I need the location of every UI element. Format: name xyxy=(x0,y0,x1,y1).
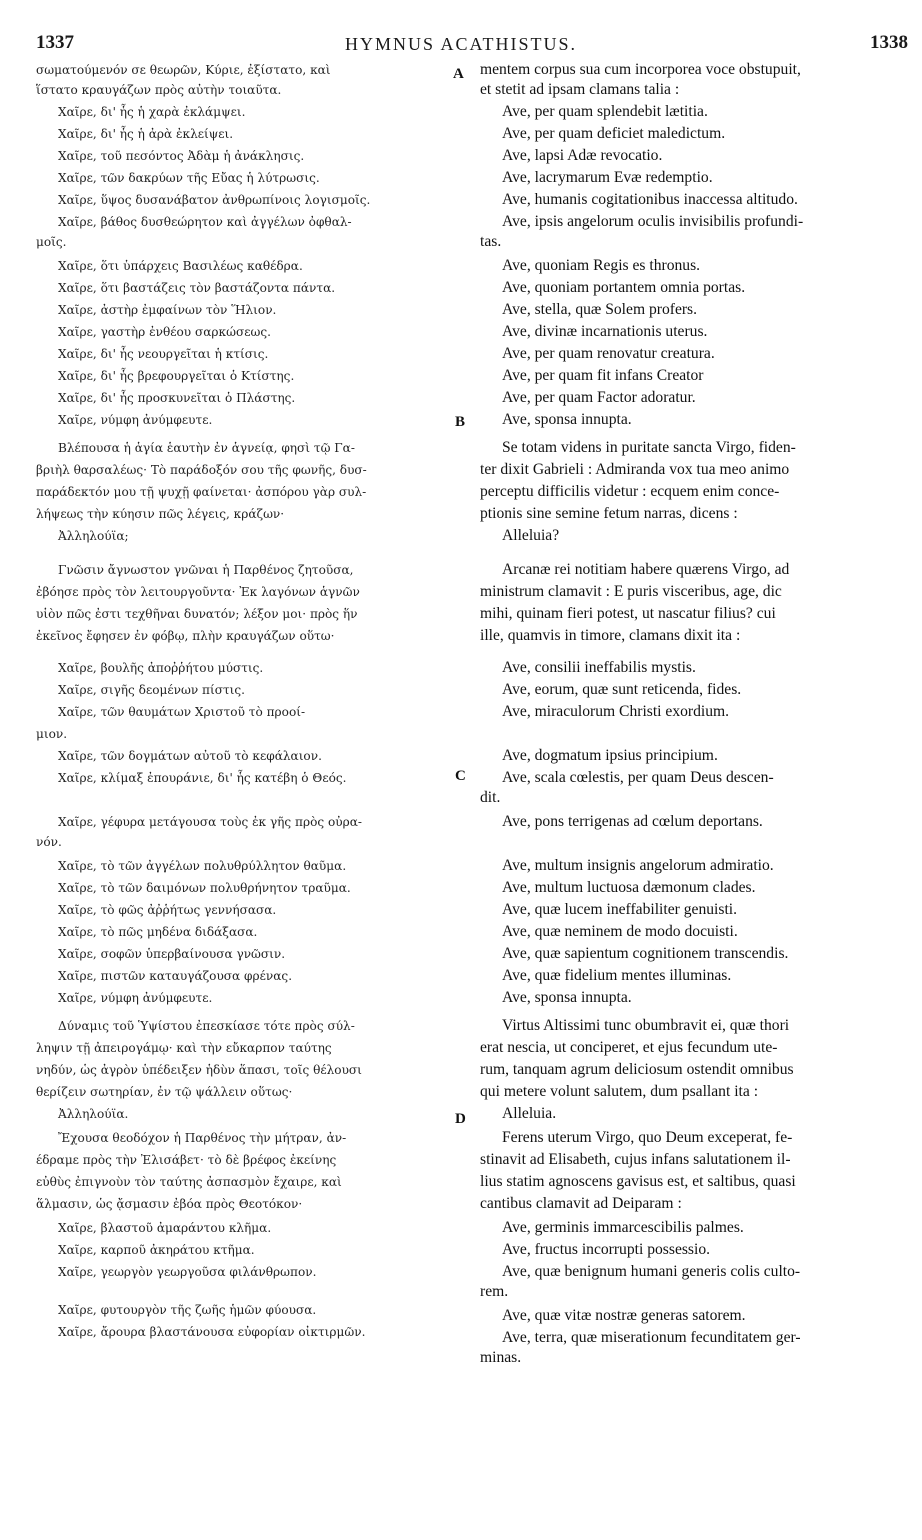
latin-text-line: Ave, quæ sapientum cognitionem transcendis. xyxy=(502,945,789,962)
latin-text-line: rum, tanquam agrum deliciosum ostendit omnibus xyxy=(480,1061,794,1078)
greek-text-line: Χαῖρε, τῶν δακρύων τῆς Εὔας ἡ λύτρωσις. xyxy=(58,171,320,185)
latin-text-line: Ave, per quam Factor adoratur. xyxy=(502,389,696,406)
greek-text-line: Χαῖρε, δι' ἧς ἡ ἀρὰ ἐκλείψει. xyxy=(58,127,234,141)
greek-text-line: Χαῖρε, τὸ πῶς μηδένα διδάξασα. xyxy=(58,925,258,939)
latin-text-line: Ave, consilii ineffabilis mystis. xyxy=(502,659,696,676)
latin-text-line: stinavit ad Elisabeth, cujus infans salutationem il- xyxy=(480,1151,791,1168)
latin-text-line: Ave, terra, quæ miserationum fecunditatem ger- xyxy=(502,1329,801,1346)
greek-text-line: Ἀλληλούϊα. xyxy=(58,1107,129,1121)
greek-text-line: νηδύν, ὡς ἀγρὸν ὑπέδειξεν ἡδὺν ἅπασι, τοῖς θέλουσι xyxy=(36,1063,362,1077)
page-header xyxy=(0,32,922,62)
latin-text-line: Alleluia. xyxy=(502,1105,557,1122)
latin-text-line: qui metere volunt salutem, dum psallant ita : xyxy=(480,1083,759,1100)
running-title: HYMNUS ACATHISTUS. xyxy=(344,34,578,54)
latin-text-line: Ave, quoniam Regis es thronus. xyxy=(502,257,701,274)
latin-text-line: Alleluia? xyxy=(502,527,560,544)
greek-text-line: μιον. xyxy=(36,727,68,741)
latin-text-line: Ave, multum insignis angelorum admiratio. xyxy=(502,857,774,874)
latin-text-line: Ave, pons terrigenas ad cœlum deportans. xyxy=(502,813,763,830)
latin-text-line: Ave, miraculorum Christi exordium. xyxy=(502,703,730,720)
greek-text-line: νόν. xyxy=(36,835,62,849)
latin-text-line: Ave, scala cœlestis, per quam Deus descen- xyxy=(502,769,774,786)
greek-text-line: Χαῖρε, φυτουργὸν τῆς ζωῆς ἡμῶν φύουσα. xyxy=(58,1303,317,1317)
margin-letter-a: A xyxy=(453,66,464,82)
margin-letter-b: B xyxy=(455,414,466,430)
page-number-right: 1338 xyxy=(870,32,908,53)
latin-text-line: Ave, quæ vitæ nostræ generas satorem. xyxy=(502,1307,746,1324)
greek-text-line: υἱὸν πῶς ἐστι τεχθῆναι δυνατόν; λέξον μοι· πρὸς ἥν xyxy=(36,607,358,621)
latin-text-line: Ave, quæ benignum humani generis colis culto- xyxy=(502,1263,801,1280)
latin-text-line: mihi, quinam fieri potest, ut nascatur filius? cui xyxy=(480,605,776,622)
latin-text-line: Ave, lapsi Adæ revocatio. xyxy=(502,147,663,164)
latin-text-line: ptionis sine semine fetum narras, dicens : xyxy=(480,505,738,522)
greek-text-line: Χαῖρε, βλαστοῦ ἀμαράντου κλῆμα. xyxy=(58,1221,272,1235)
latin-text-line: perceptu difficilis videtur : ecquem enim conce- xyxy=(480,483,780,500)
latin-text-line: Ferens uterum Virgo, quo Deum exceperat, fe- xyxy=(502,1129,793,1146)
greek-text-line: Χαῖρε, δι' ἧς ἡ χαρὰ ἐκλάμψει. xyxy=(58,105,246,119)
greek-text-line: Χαῖρε, δι' ἧς νεουργεῖται ἡ κτίσις. xyxy=(58,347,269,361)
greek-text-line: Χαῖρε, δι' ἧς βρεφουργεῖται ὁ Κτίστης. xyxy=(58,369,295,383)
latin-text-line: Ave, per quam deficiet maledictum. xyxy=(502,125,726,142)
latin-text-line: Ave, sponsa innupta. xyxy=(502,411,632,428)
greek-text-line: Χαῖρε, ὅτι ὑπάρχεις Βασιλέως καθέδρα. xyxy=(58,259,303,273)
greek-text-line: Χαῖρε, σιγῆς δεομένων πίστις. xyxy=(58,683,246,697)
greek-text-line: λήψεως τὴν κύησιν πῶς λέγεις, κράζων· xyxy=(36,507,285,521)
greek-text-line: Χαῖρε, τῶν δογμάτων αὐτοῦ τὸ κεφάλαιον. xyxy=(58,749,322,763)
greek-text-line: Χαῖρε, τὸ τῶν δαιμόνων πολυθρήνητον τραῦμα. xyxy=(58,881,351,895)
latin-text-line: Ave, dogmatum ipsius principium. xyxy=(502,747,718,764)
latin-text-line: Ave, per quam renovatur creatura. xyxy=(502,345,715,362)
latin-text-line: Ave, per quam fit infans Creator xyxy=(502,367,704,384)
greek-text-line: Χαῖρε, γέφυρα μετάγουσα τοὺς ἐκ γῆς πρὸς οὐρα- xyxy=(58,815,363,829)
greek-text-line: Χαῖρε, τῶν θαυμάτων Χριστοῦ τὸ προοί- xyxy=(58,705,306,719)
greek-text-line: ἵστατο κραυγάζων πρὸς αὐτὴν τοιαῦτα. xyxy=(36,83,282,97)
margin-letter-c: C xyxy=(455,768,466,784)
margin-letter-d: D xyxy=(455,1111,466,1127)
latin-text-line: mentem corpus sua cum incorporea voce obstupuit, xyxy=(480,61,801,78)
greek-text-line: Ἔχουσα θεοδόχον ἡ Παρθένος τὴν μήτραν, ἀν- xyxy=(58,1131,347,1145)
latin-text-line: Virtus Altissimi tunc obumbravit ei, quæ thori xyxy=(502,1017,790,1034)
greek-text-line: Γνῶσιν ἄγνωστον γνῶναι ἡ Παρθένος ζητοῦσα, xyxy=(58,563,354,577)
latin-text-line: Ave, eorum, quæ sunt reticenda, fides. xyxy=(502,681,742,698)
greek-text-line: Χαῖρε, δι' ἧς προσκυνεῖται ὁ Πλάστης. xyxy=(58,391,296,405)
greek-text-line: Χαῖρε, βουλῆς ἀποῤῥήτου μύστις. xyxy=(58,661,264,675)
latin-text-line: Ave, ipsis angelorum oculis invisibilis profundi- xyxy=(502,213,804,230)
greek-text-line: Χαῖρε, κλίμαξ ἐπουράνιε, δι' ἧς κατέβη ὁ Θεός. xyxy=(58,771,347,785)
greek-text-line: σωματούμενόν σε θεωρῶν, Κύριε, ἐξίστατο, καὶ xyxy=(36,63,331,77)
latin-text-line: tas. xyxy=(480,233,502,250)
latin-text-line: Ave, fructus incorrupti possessio. xyxy=(502,1241,711,1258)
latin-text-line: Ave, quæ fidelium mentes illuminas. xyxy=(502,967,732,984)
greek-text-line: Χαῖρε, ἀστὴρ ἐμφαίνων τὸν Ἥλιον. xyxy=(58,303,277,317)
greek-text-line: ἐκεῖνος ἔφησεν ἐν φόβῳ, πλὴν κραυγάζων οὕτω· xyxy=(36,629,335,643)
greek-text-line: Βλέπουσα ἡ ἁγία ἑαυτὴν ἐν ἁγνείᾳ, φησὶ τῷ Γα- xyxy=(58,441,355,455)
greek-text-line: ἐβόησε πρὸς τὸν λειτουργοῦντα· Ἐκ λαγόνων ἁγνῶν xyxy=(36,585,360,599)
greek-text-line: ληψιν τῇ ἀπειρογάμῳ· καὶ τὴν εὔκαρπον ταύτης xyxy=(36,1041,332,1055)
latin-text-line: ministrum clamavit : E puris visceribus, age, dic xyxy=(480,583,782,600)
greek-text-line: Δύναμις τοῦ Ὑψίστου ἐπεσκίασε τότε πρὸς σύλ- xyxy=(58,1019,355,1033)
latin-text-line: rem. xyxy=(480,1283,509,1300)
greek-text-line: Χαῖρε, τὸ φῶς ἀῤῥήτως γεννήσασα. xyxy=(58,903,277,917)
latin-text-line: erat nescia, ut conciperet, et ejus fecundum ute- xyxy=(480,1039,778,1056)
latin-text-line: Ave, stella, quæ Solem profers. xyxy=(502,301,698,318)
latin-text-line: ter dixit Gabrieli : Admiranda vox tua meo animo xyxy=(480,461,790,478)
greek-text-line: Χαῖρε, γαστὴρ ἐνθέου σαρκώσεως. xyxy=(58,325,271,339)
greek-text-line: Ἀλληλούϊα; xyxy=(58,529,129,543)
greek-text-line: μοῖς. xyxy=(36,235,67,249)
greek-text-line: Χαῖρε, ὕψος δυσανάβατον ἀνθρωπίνοις λογισμοῖς. xyxy=(58,193,371,207)
greek-text-line: Χαῖρε, νύμφη ἀνύμφευτε. xyxy=(58,991,213,1005)
latin-text-line: Se totam videns in puritate sancta Virgo, fiden- xyxy=(502,439,796,456)
latin-text-line: lius statim agnoscens gavisus est, et saltibus, quasi xyxy=(480,1173,796,1190)
greek-text-line: Χαῖρε, σοφῶν ὑπερβαίνουσα γνῶσιν. xyxy=(58,947,286,961)
greek-text-line: Χαῖρε, βάθος δυσθεώρητον καὶ ἀγγέλων ὀφθαλ- xyxy=(58,215,352,229)
greek-text-line: ἅλμασιν, ὡς ᾄσμασιν ἐβόα πρὸς Θεοτόκον· xyxy=(36,1197,303,1211)
greek-text-line: Χαῖρε, ἄρουρα βλαστάνουσα εὐφορίαν οἰκτιρμῶν. xyxy=(58,1325,366,1339)
greek-text-line: Χαῖρε, τοῦ πεσόντος Ἀδὰμ ἡ ἀνάκλησις. xyxy=(58,149,305,163)
latin-text-line: Ave, germinis immarcescibilis palmes. xyxy=(502,1219,744,1236)
latin-text-line: Ave, humanis cogitationibus inaccessa altitudo. xyxy=(502,191,798,208)
greek-text-line: έδραμε πρὸς τὴν Ἐλισάβετ· τὸ δὲ βρέφος ἐκείνης xyxy=(36,1153,337,1167)
latin-text-line: et stetit ad ipsam clamans talia : xyxy=(480,81,680,98)
greek-text-line: παράδεκτόν μου τῇ ψυχῇ φαίνεται· ἀσπόρου γὰρ συλ- xyxy=(36,485,367,499)
latin-text-line: Ave, quæ lucem ineffabiliter genuisti. xyxy=(502,901,738,918)
greek-text-line: Χαῖρε, τὸ τῶν ἀγγέλων πολυθρύλλητον θαῦμα. xyxy=(58,859,347,873)
greek-text-line: Χαῖρε, πιστῶν καταυγάζουσα φρένας. xyxy=(58,969,293,983)
latin-text-line: dit. xyxy=(480,789,501,806)
greek-text-line: Χαῖρε, γεωργὸν γεωργοῦσα φιλάνθρωπον. xyxy=(58,1265,317,1279)
latin-text-line: Ave, quæ neminem de modo docuisti. xyxy=(502,923,738,940)
latin-text-line: cantibus clamavit ad Deiparam : xyxy=(480,1195,682,1212)
greek-text-line: Χαῖρε, καρποῦ ἀκηράτου κτῆμα. xyxy=(58,1243,255,1257)
latin-text-line: Ave, per quam splendebit lætitia. xyxy=(502,103,708,120)
latin-text-line: Ave, quoniam portantem omnia portas. xyxy=(502,279,746,296)
latin-text-line: minas. xyxy=(480,1349,522,1366)
latin-text-line: ille, quamvis in timore, clamans dixit ita : xyxy=(480,627,741,644)
latin-text-line: Ave, divinæ incarnationis uterus. xyxy=(502,323,708,340)
latin-text-line: Ave, multum luctuosa dæmonum clades. xyxy=(502,879,756,896)
greek-text-line: Χαῖρε, νύμφη ἀνύμφευτε. xyxy=(58,413,213,427)
greek-text-line: θερίζειν σωτηρίαν, ἐν τῷ ψάλλειν οὕτως· xyxy=(36,1085,293,1099)
page-number-left: 1337 xyxy=(36,32,74,53)
greek-text-line: εὐθὺς ἐπιγνοὺν τὸν ταύτης ἀσπασμὸν ἔχαιρε, καὶ xyxy=(36,1175,342,1189)
latin-text-line: Arcanæ rei notitiam habere quærens Virgo, ad xyxy=(502,561,790,578)
latin-text-line: Ave, sponsa innupta. xyxy=(502,989,632,1006)
greek-text-line: βριὴλ θαρσαλέως· Τὸ παράδοξόν σου τῆς φωνῆς, δυσ- xyxy=(36,463,367,477)
latin-text-line: Ave, lacrymarum Evæ redemptio. xyxy=(502,169,713,186)
greek-text-line: Χαῖρε, ὅτι βαστάζεις τὸν βαστάζοντα πάντα. xyxy=(58,281,336,295)
